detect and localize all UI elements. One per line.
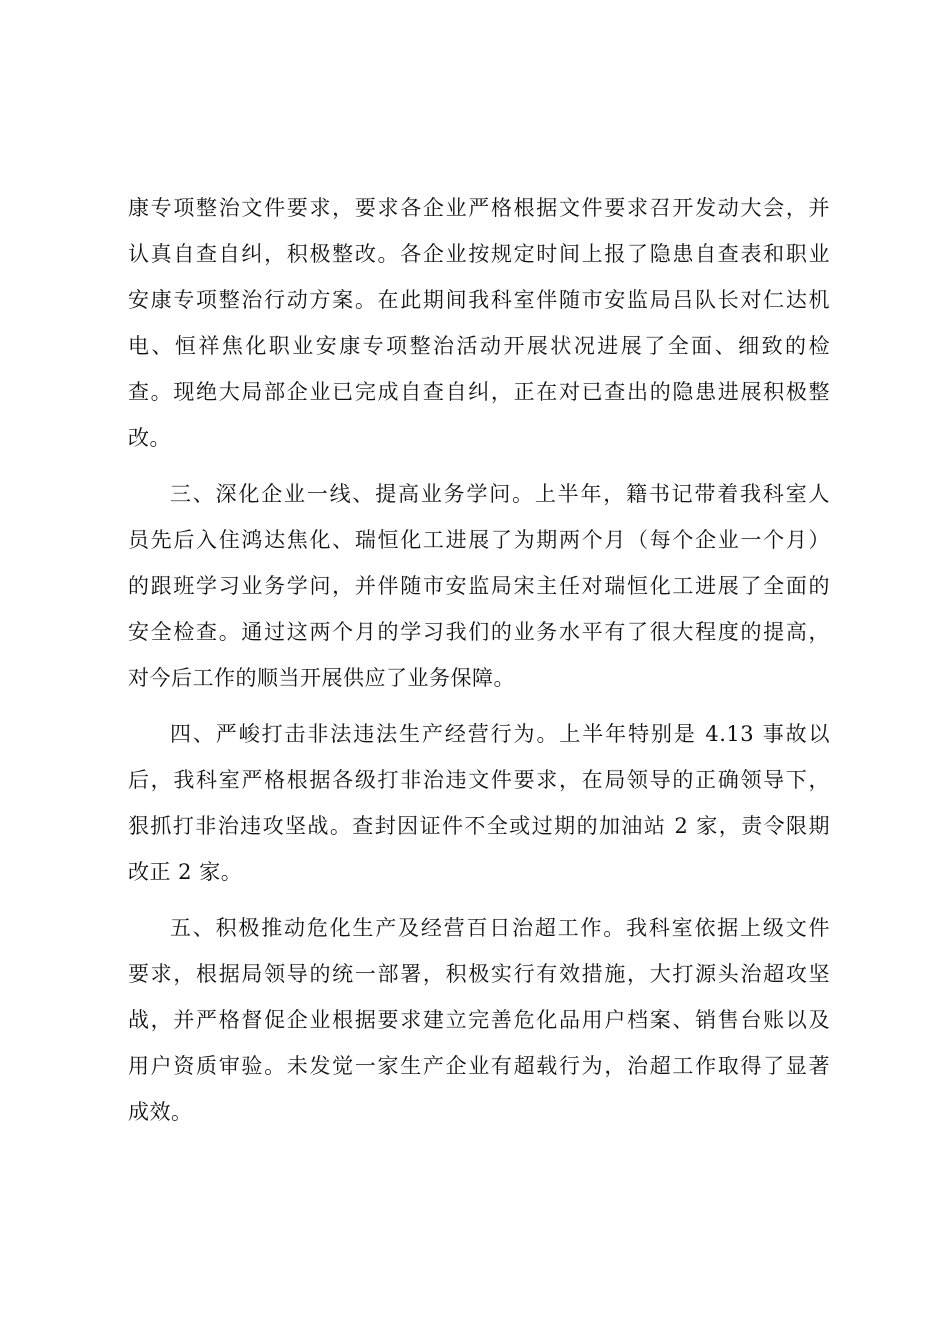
text-line: 对今后工作的顺当开展供应了业务保障。 <box>128 666 515 690</box>
text-line: 三、深化企业一线、提高业务学问。上半年，籍书记带着我科室人 <box>170 482 830 506</box>
text-line: 狠抓打非治违攻坚战。查封因证件不全或过期的加油站 2 家，责令限期 <box>128 814 830 838</box>
text-line: 成效。 <box>128 1100 193 1124</box>
text-line: 安康专项整治行动方案。在此期间我科室伴随市安监局吕队长对仁达机 <box>128 288 830 312</box>
text-line: 认真自查自纠，积极整改。各企业按规定时间上报了隐患自查表和职业 <box>128 242 830 266</box>
paragraph-3 <box>128 711 830 895</box>
text-line: 用户资质审验。未发觉一家生产企业有超载行为，治超工作取得了显著 <box>128 1054 830 1078</box>
text-line: 康专项整治文件要求，要求各企业严格根据文件要求召开发动大会，并 <box>128 196 830 220</box>
document-body <box>128 185 830 1135</box>
paragraph-1 <box>128 185 830 461</box>
text-line: 四、严峻打击非法违法生产经营行为。上半年特别是 4.13 事故以 <box>170 722 830 746</box>
text-line: 五、积极推动危化生产及经营百日治超工作。我科室依据上级文件 <box>170 916 830 940</box>
text-line: 改。 <box>128 426 171 450</box>
paragraph-2 <box>128 471 830 701</box>
paragraph-4 <box>128 905 830 1135</box>
text-line: 的跟班学习业务学问，并伴随市安监局宋主任对瑞恒化工进展了全面的 <box>128 574 830 598</box>
text-line: 战，并严格督促企业根据要求建立完善危化品用户档案、销售台账以及 <box>128 1008 830 1032</box>
text-line: 电、恒祥焦化职业安康专项整治活动开展状况进展了全面、细致的检 <box>128 334 830 358</box>
text-line: 安全检查。通过这两个月的学习我们的业务水平有了很大程度的提高， <box>128 620 830 644</box>
text-line: 要求，根据局领导的统一部署，积极实行有效措施，大打源头治超攻坚 <box>128 962 830 986</box>
text-line: 改正 2 家。 <box>128 860 243 884</box>
text-line: 员先后入住鸿达焦化、瑞恒化工进展了为期两个月（每个企业一个月） <box>128 528 830 552</box>
text-line: 后，我科室严格根据各级打非治违文件要求，在局领导的正确领导下， <box>128 768 830 792</box>
text-line: 查。现绝大局部企业已完成自查自纠，正在对已查出的隐患进展积极整 <box>128 380 830 404</box>
